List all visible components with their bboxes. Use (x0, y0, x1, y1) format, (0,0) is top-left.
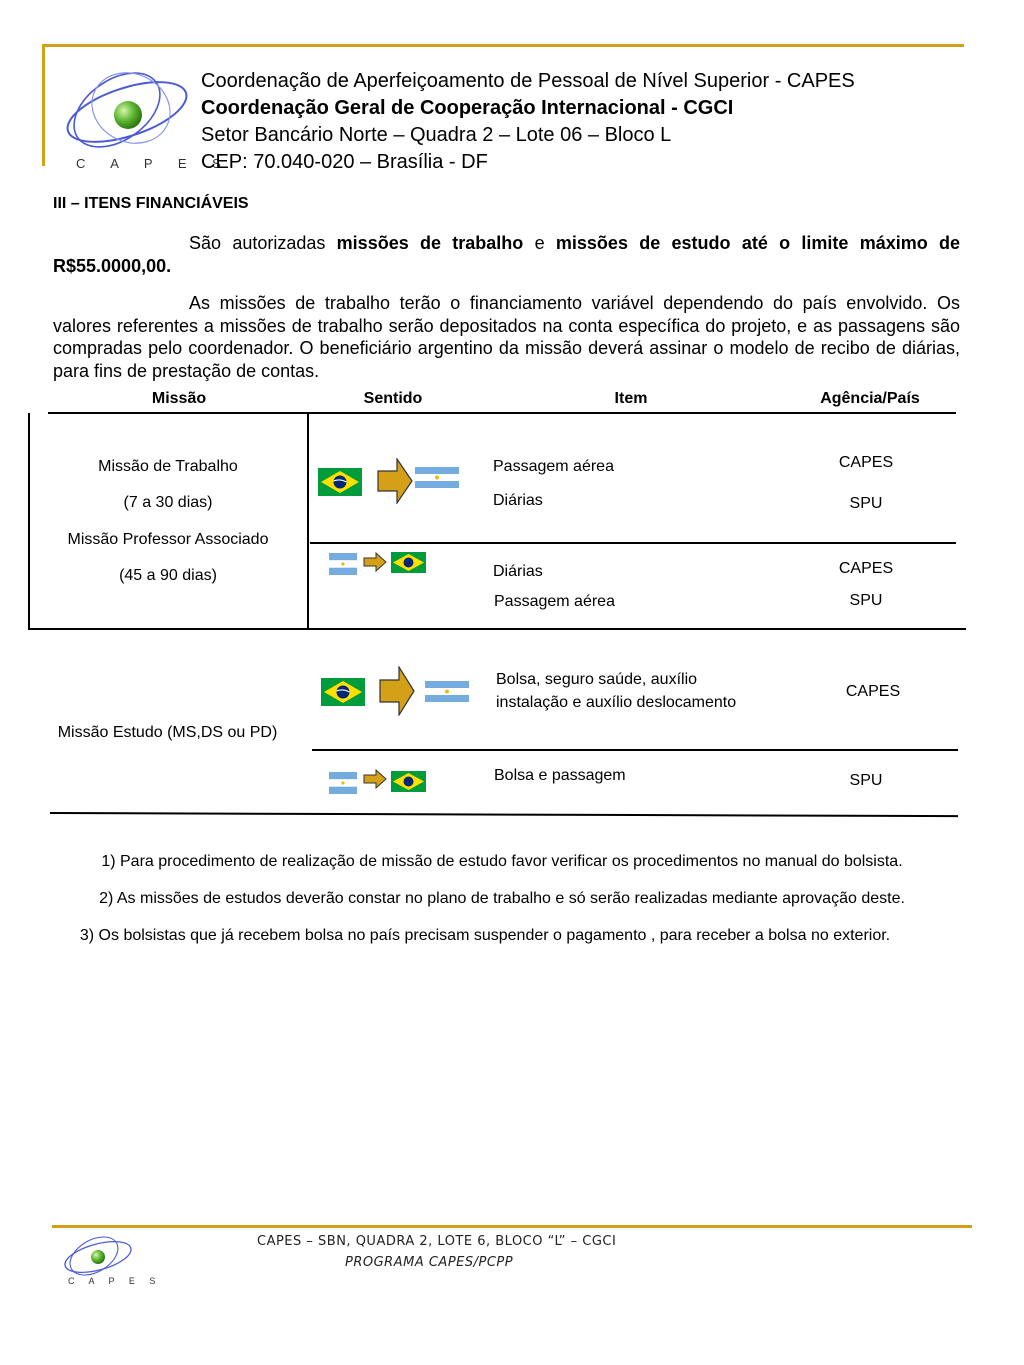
table-left-border (28, 413, 30, 629)
agency-capes: CAPES (838, 560, 894, 577)
mission-associate-duration: (45 a 90 dias) (119, 567, 217, 584)
arrow-right-icon (379, 666, 415, 716)
paragraph-missions (53, 292, 960, 382)
brazil-flag-icon (391, 552, 426, 573)
p1-text-c: e (523, 233, 556, 253)
item-scholarship-package: Bolsa, seguro saúde, auxílio instalação e auxílio deslocamento (496, 671, 737, 711)
capes-logo (58, 1233, 138, 1279)
table-header-rule (48, 412, 956, 414)
col-header-agency: Agência/País (820, 390, 920, 407)
arrow-right-icon (363, 769, 387, 789)
section-title: III – ITENS FINANCIÁVEIS (53, 195, 249, 212)
note-2: 2) As missões de estudos deverão constar no plano de trabalho e só serão realizadas mediante aprovação deste. (99, 890, 905, 907)
p1-text-a: São autorizadas (189, 233, 337, 253)
agency-capes: CAPES (838, 454, 894, 471)
footer-address: CAPES – SBN, QUADRA 2, LOTE 6, BLOCO “L” – CGCI (257, 1234, 617, 1249)
argentina-flag-icon (329, 772, 357, 794)
logo-wordmark: C A P E S (76, 156, 232, 171)
item-scholarship-airfare: Bolsa e passagem (494, 767, 626, 784)
mission-study-label: Missão Estudo (MS,DS ou PD) (57, 724, 278, 741)
argentina-flag-icon (329, 553, 357, 575)
agency-capes: CAPES (845, 683, 901, 700)
col-header-item: Item (614, 390, 648, 407)
argentina-flag-icon (425, 681, 469, 702)
agency-spu: SPU (849, 772, 883, 789)
header-address: Setor Bancário Norte – Quadra 2 – Lote 06 – Bloco L (201, 124, 672, 146)
arrow-right-icon (377, 458, 413, 504)
item-airfare: Passagem aérea (494, 593, 615, 610)
table-row-divider-2 (312, 749, 958, 751)
brazil-flag-icon (391, 771, 426, 792)
arrow-right-icon (363, 552, 387, 572)
footer-logo-wordmark: C A P E S (68, 1276, 162, 1286)
p1-text-b: missões de trabalho (336, 233, 524, 253)
p2-text: As missões de trabalho terão o financiamento variável dependendo do país envolvido. Os valores referentes a missões de trabalho serão depositados na conta específica do projeto, e as passagens são compradas pelo coordenador. O beneficiário argentino da missão deverá assinar o modelo de recibo de diárias, para fins de prestação de contas. (53, 293, 960, 381)
agency-spu: SPU (849, 592, 883, 609)
header-institution: Coordenação de Aperfeiçoamento de Pessoal de Nível Superior - CAPES (201, 70, 855, 92)
note-1: 1) Para procedimento de realização de missão de estudo favor verificar os procedimentos no manual do bolsista. (101, 853, 903, 870)
capes-logo (55, 60, 200, 160)
header-left-rule (42, 44, 45, 166)
col-header-direction: Sentido (363, 390, 423, 407)
mission-work-duration: (7 a 30 dias) (123, 494, 213, 511)
header-cep: CEP: 70.040-020 – Brasília - DF (201, 151, 488, 173)
agency-spu: SPU (849, 495, 883, 512)
table-row-divider-1 (310, 542, 956, 544)
col-header-mission: Missão (151, 390, 207, 407)
footer-program: PROGRAMA CAPES/PCPP (345, 1255, 514, 1270)
brazil-flag-icon (321, 678, 365, 706)
note-3: 3) Os bolsistas que já recebem bolsa no país precisam suspender o pagamento , para receber a bolsa no exterior. (79, 927, 891, 944)
item-daily-allowance: Diárias (493, 492, 543, 509)
item-daily-allowance: Diárias (493, 563, 543, 580)
mission-associate-label: Missão Professor Associado (67, 531, 269, 548)
table-group1-bottom-rule (28, 628, 966, 630)
mission-work-label: Missão de Trabalho (98, 458, 238, 475)
item-airfare: Passagem aérea (493, 458, 614, 475)
table-bottom-rule (50, 812, 958, 817)
header-top-rule (42, 44, 964, 47)
header-department: Coordenação Geral de Cooperação Internacional - CGCI (201, 97, 734, 119)
footer-rule (52, 1225, 972, 1228)
argentina-flag-icon (415, 467, 459, 488)
p1-text-d: missões de estudo até o limite máximo de R$55.0000,00. (53, 233, 961, 276)
brazil-flag-icon (318, 468, 362, 496)
table-mission-divider (307, 413, 309, 629)
paragraph-authorized (53, 232, 960, 277)
